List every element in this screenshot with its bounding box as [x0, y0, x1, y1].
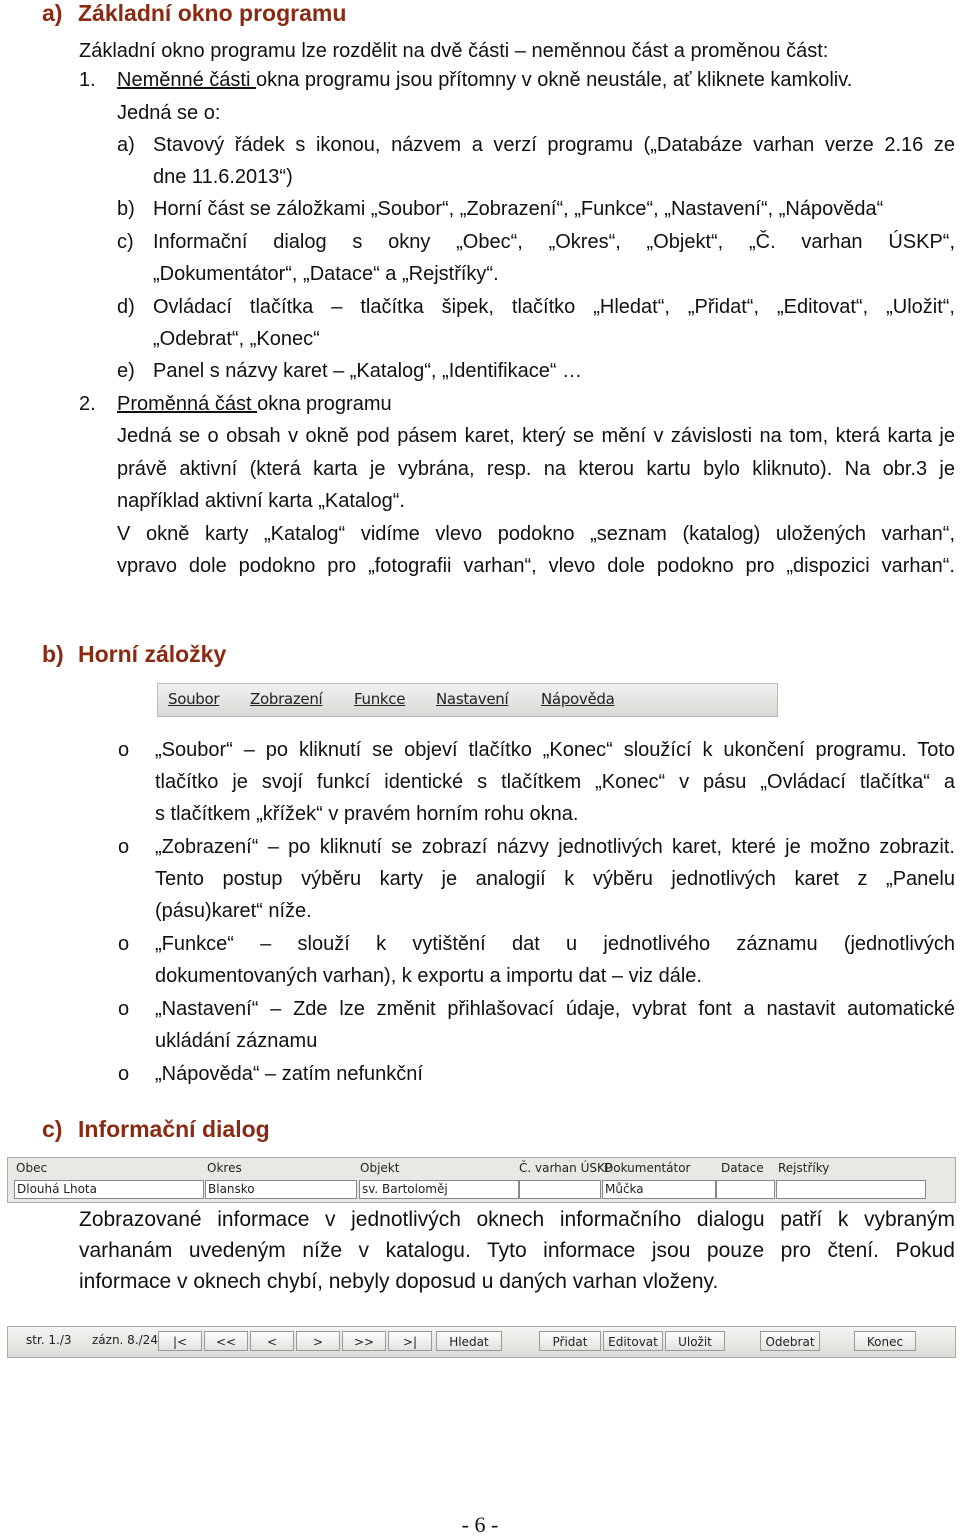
para-line: například aktivní karta „Katalog“.	[117, 490, 405, 512]
para-line: informace v oknech chybí, nebyly doposud u daných varhan vloženy.	[79, 1270, 719, 1293]
section-letter: c)	[42, 1116, 63, 1142]
para-line: Jedná se o obsah v okně pod pásem karet, který se mění v závislosti na tom, která karta je	[117, 425, 955, 447]
sub-e-line1: Panel s názvy karet – „Katalog“, „Identifikace“ …	[153, 360, 583, 382]
info-label-objekt: Objekt	[360, 1161, 400, 1175]
item-1-link: Neměnné části	[117, 69, 256, 91]
sub-b-line1: Horní část se záložkami „Soubor“, „Zobrazení“, „Funkce“, „Nastavení“, „Nápověda“	[153, 198, 884, 220]
bullet-marker: o	[118, 998, 130, 1020]
odebrat-button[interactable]: Odebrat	[760, 1331, 820, 1351]
item-1-cont: Jedná se o:	[117, 102, 221, 124]
konec-button[interactable]: Konec	[854, 1331, 916, 1351]
section-letter: b)	[42, 641, 64, 667]
section-letter: a)	[42, 0, 63, 26]
info-field-objekt[interactable]: sv. Bartoloměj	[359, 1180, 519, 1199]
sub-c-label: c)	[117, 231, 134, 253]
info-label-datace: Datace	[721, 1161, 764, 1175]
section-a-heading	[42, 0, 346, 27]
hledat-button[interactable]: Hledat	[436, 1331, 502, 1351]
page-number: - 6 -	[461, 1512, 499, 1537]
menu-soubor[interactable]: Soubor	[168, 690, 220, 708]
page-counter: str. 1./3	[26, 1333, 72, 1347]
item-1-text: okna programu jsou přítomny v okně neustále, ať kliknete kamkoliv.	[255, 69, 853, 91]
sub-b-label: b)	[117, 198, 135, 220]
info-label-obec: Obec	[16, 1161, 48, 1175]
info-label-dokumentator: Dokumentátor	[604, 1161, 691, 1175]
next-page-button[interactable]: >>	[342, 1331, 386, 1351]
info-label-okres: Okres	[207, 1161, 242, 1175]
sub-a-label: a)	[117, 134, 135, 156]
menu-zobrazeni[interactable]: Zobrazení	[250, 690, 323, 708]
info-field-okres[interactable]: Blansko	[205, 1180, 357, 1199]
navigation-bar	[7, 1326, 956, 1358]
bullet-line: dokumentovaných varhan), k exportu a importu dat – viz dále.	[155, 965, 702, 987]
bullet-marker: o	[118, 739, 130, 761]
para-line: vpravo dole podokno pro „fotografii varhan“, vlevo dole podokno pro „dispozici varhan“.	[117, 555, 955, 577]
section-c-heading	[42, 1116, 270, 1143]
section-b-heading	[42, 641, 226, 668]
info-label-cvarhan: Č. varhan ÚSKP	[519, 1161, 613, 1175]
first-record-button[interactable]: |<	[158, 1331, 202, 1351]
para-line: varhanám uvedeným níže v katalogu. Tyto informace jsou pouze pro čtení. Pokud	[79, 1239, 955, 1262]
bullet-line: s tlačítkem „křížek“ v pravém horním rohu okna.	[155, 803, 579, 825]
info-field-datace[interactable]	[716, 1180, 775, 1199]
section-title: Základní okno programu	[78, 0, 347, 26]
ulozit-button[interactable]: Uložit	[665, 1331, 725, 1351]
sub-a-line2: dne 11.6.2013“)	[153, 166, 293, 188]
info-label-rejstriky: Rejstříky	[778, 1161, 830, 1175]
bullet-line: „Funkce“ – slouží k vytištění dat u jednotlivého záznamu (jednotlivých	[155, 933, 955, 955]
item-2-text: okna programu	[257, 393, 392, 415]
sub-c-line2: „Dokumentátor“, „Datace“ a „Rejstříky“.	[153, 263, 499, 285]
info-field-dokumentator[interactable]: Můčka	[602, 1180, 716, 1199]
section-title: Horní záložky	[78, 641, 227, 667]
info-dialog	[7, 1157, 956, 1203]
section-title: Informační dialog	[78, 1116, 270, 1142]
last-record-button[interactable]: >|	[388, 1331, 432, 1351]
bullet-marker: o	[118, 836, 130, 858]
item-1	[79, 67, 853, 93]
info-field-rejstriky[interactable]	[776, 1180, 926, 1199]
next-record-button[interactable]: >	[296, 1331, 340, 1351]
pridat-button[interactable]: Přidat	[539, 1331, 601, 1351]
menu-nastaveni[interactable]: Nastavení	[436, 690, 509, 708]
intro-text: Základní okno programu lze rozdělit na dvě části – neměnnou část a proměnou část:	[79, 40, 829, 62]
bullet-line: „Soubor“ – po kliknutí se objeví tlačítko „Konec“ sloužící k ukončení programu. Toto	[155, 739, 955, 761]
prev-record-button[interactable]: <	[250, 1331, 294, 1351]
bullet-marker: o	[118, 1063, 130, 1085]
item-2	[79, 391, 392, 417]
sub-d-line1: Ovládací tlačítka – tlačítka šipek, tlačítko „Hledat“, „Přidat“, „Editovat“, „Uložit“,	[153, 296, 955, 318]
item-2-link: Proměnná část	[117, 393, 258, 415]
bullet-line: Tento postup výběru karty je analogií k výběru jednotlivých karet z „Panelu	[155, 868, 955, 890]
menu-napoveda[interactable]: Nápověda	[541, 690, 615, 708]
menu-bar	[157, 683, 778, 717]
sub-d-line2: „Odebrat“, „Konec“	[153, 328, 320, 350]
item-number: 1.	[79, 69, 96, 91]
bullet-marker: o	[118, 933, 130, 955]
bullet-line: „Zobrazení“ – po kliknutí se zobrazí názvy jednotlivých karet, které je možno zobrazit.	[155, 836, 955, 858]
editovat-button[interactable]: Editovat	[603, 1331, 663, 1351]
info-field-cvarhan[interactable]	[519, 1180, 601, 1199]
sub-e-label: e)	[117, 360, 135, 382]
bullet-line: ukládání záznamu	[155, 1030, 318, 1052]
sub-c-line1: Informační dialog s okny „Obec“, „Okres“, „Objekt“, „Č. varhan ÚSKP“,	[153, 231, 955, 253]
bullet-line: tlačítko je svojí funkcí identické s tlačítkem „Konec“ v pásu „Ovládací tlačítka“ a	[155, 771, 955, 793]
sub-d-label: d)	[117, 296, 135, 318]
bullet-line: „Nápověda“ – zatím nefunkční	[155, 1063, 423, 1085]
prev-page-button[interactable]: <<	[204, 1331, 248, 1351]
menu-funkce[interactable]: Funkce	[354, 690, 406, 708]
record-counter: zázn. 8./24	[92, 1333, 158, 1347]
bullet-line: (pásu)karet“ níže.	[155, 900, 312, 922]
bullet-line: „Nastavení“ – Zde lze změnit přihlašovací údaje, vybrat font a nastavit automatické	[155, 998, 955, 1020]
para-line: právě aktivní (která karta je vybrána, resp. na kterou kartu bylo kliknuto). Na obr.3 je	[117, 458, 955, 480]
sub-a-line1: Stavový řádek s ikonou, názvem a verzí programu („Databáze varhan verze 2.16 ze	[153, 134, 955, 156]
item-number: 2.	[79, 393, 96, 415]
para-line: Zobrazované informace v jednotlivých oknech informačního dialogu patří k vybraným	[79, 1208, 955, 1231]
info-field-obec[interactable]: Dlouhá Lhota	[14, 1180, 204, 1199]
para-line: V okně karty „Katalog“ vidíme vlevo podokno „seznam (katalog) uložených varhan“,	[117, 523, 955, 545]
